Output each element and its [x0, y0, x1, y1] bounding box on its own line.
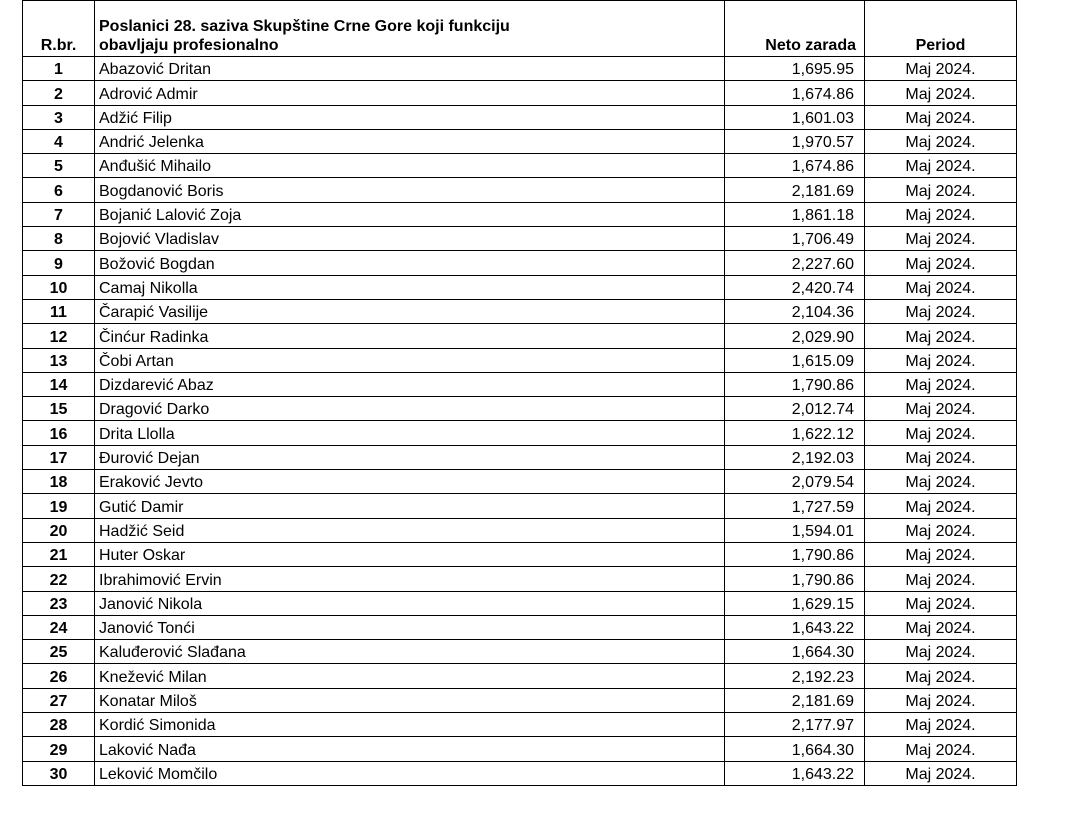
- row-number-cell[interactable]: 24: [23, 615, 95, 639]
- period-cell[interactable]: Maj 2024.: [865, 129, 1017, 153]
- table-body: [23, 57, 1017, 786]
- row-number-cell[interactable]: 26: [23, 664, 95, 688]
- period-cell[interactable]: Maj 2024.: [865, 81, 1017, 105]
- header-net-salary[interactable]: Neto zarada: [725, 1, 865, 57]
- member-name-cell[interactable]: Janović Nikola: [95, 591, 725, 615]
- member-name-cell[interactable]: Bojović Vladislav: [95, 227, 725, 251]
- table-row[interactable]: [23, 105, 1017, 129]
- row-number-cell[interactable]: 10: [23, 275, 95, 299]
- row-number-cell[interactable]: 25: [23, 640, 95, 664]
- period-cell[interactable]: Maj 2024.: [865, 251, 1017, 275]
- table-row[interactable]: [23, 494, 1017, 518]
- member-name-cell[interactable]: Abazović Dritan: [95, 57, 725, 81]
- row-number-cell[interactable]: 3: [23, 105, 95, 129]
- table-row[interactable]: [23, 688, 1017, 712]
- period-cell[interactable]: Maj 2024.: [865, 470, 1017, 494]
- header-row-number[interactable]: R.br.: [23, 1, 95, 57]
- period-cell[interactable]: Maj 2024.: [865, 737, 1017, 761]
- table-row[interactable]: [23, 591, 1017, 615]
- member-name-cell[interactable]: Dizdarević Abaz: [95, 372, 725, 396]
- row-number-cell[interactable]: 21: [23, 542, 95, 566]
- period-cell[interactable]: Maj 2024.: [865, 761, 1017, 785]
- table-row[interactable]: [23, 178, 1017, 202]
- period-cell[interactable]: Maj 2024.: [865, 372, 1017, 396]
- row-number-cell[interactable]: 4: [23, 129, 95, 153]
- net-salary-cell[interactable]: 1,643.22: [725, 761, 865, 785]
- row-number-cell[interactable]: 14: [23, 372, 95, 396]
- row-number-cell[interactable]: 2: [23, 81, 95, 105]
- period-cell[interactable]: Maj 2024.: [865, 227, 1017, 251]
- table-row[interactable]: [23, 445, 1017, 469]
- row-number-cell[interactable]: 28: [23, 713, 95, 737]
- period-cell[interactable]: Maj 2024.: [865, 640, 1017, 664]
- salary-table: [22, 0, 1017, 786]
- table-row[interactable]: [23, 397, 1017, 421]
- row-number-cell[interactable]: 6: [23, 178, 95, 202]
- net-salary-cell[interactable]: 1,790.86: [725, 372, 865, 396]
- member-name-cell[interactable]: Konatar Miloš: [95, 688, 725, 712]
- row-number-cell[interactable]: 7: [23, 202, 95, 226]
- net-salary-cell[interactable]: 2,192.03: [725, 445, 865, 469]
- period-cell[interactable]: Maj 2024.: [865, 494, 1017, 518]
- table-row[interactable]: [23, 640, 1017, 664]
- period-cell[interactable]: Maj 2024.: [865, 57, 1017, 81]
- member-name-cell[interactable]: Adrović Admir: [95, 81, 725, 105]
- net-salary-cell[interactable]: 1,674.86: [725, 81, 865, 105]
- net-salary-cell[interactable]: 1,674.86: [725, 154, 865, 178]
- header-member-name-line2: obavljaju profesionalno: [99, 37, 279, 54]
- net-salary-cell[interactable]: 1,664.30: [725, 640, 865, 664]
- member-name-cell[interactable]: Leković Momčilo: [95, 761, 725, 785]
- table-row[interactable]: [23, 81, 1017, 105]
- member-name-cell[interactable]: Bogdanović Boris: [95, 178, 725, 202]
- salary-table-sheet: [22, 0, 1017, 786]
- table-row[interactable]: [23, 324, 1017, 348]
- net-salary-cell[interactable]: 1,790.86: [725, 542, 865, 566]
- net-salary-cell[interactable]: 1,861.18: [725, 202, 865, 226]
- net-salary-cell[interactable]: 1,790.86: [725, 567, 865, 591]
- period-cell[interactable]: Maj 2024.: [865, 275, 1017, 299]
- period-cell[interactable]: Maj 2024.: [865, 178, 1017, 202]
- period-cell[interactable]: Maj 2024.: [865, 154, 1017, 178]
- row-number-cell[interactable]: 1: [23, 57, 95, 81]
- row-number-cell[interactable]: 23: [23, 591, 95, 615]
- period-cell[interactable]: Maj 2024.: [865, 713, 1017, 737]
- period-cell[interactable]: Maj 2024.: [865, 202, 1017, 226]
- table-row[interactable]: [23, 57, 1017, 81]
- table-header-row: [23, 1, 1017, 57]
- net-salary-cell[interactable]: 1,629.15: [725, 591, 865, 615]
- row-number-cell[interactable]: 27: [23, 688, 95, 712]
- period-cell[interactable]: Maj 2024.: [865, 421, 1017, 445]
- member-name-cell[interactable]: Činćur Radinka: [95, 324, 725, 348]
- table-row[interactable]: [23, 470, 1017, 494]
- net-salary-cell[interactable]: 2,012.74: [725, 397, 865, 421]
- period-cell[interactable]: Maj 2024.: [865, 397, 1017, 421]
- net-salary-cell[interactable]: 2,192.23: [725, 664, 865, 688]
- table-row[interactable]: [23, 761, 1017, 785]
- row-number-cell[interactable]: 30: [23, 761, 95, 785]
- member-name-cell[interactable]: Gutić Damir: [95, 494, 725, 518]
- table-row[interactable]: [23, 348, 1017, 372]
- member-name-cell[interactable]: Adžić Filip: [95, 105, 725, 129]
- member-name-cell[interactable]: Kaluđerović Slađana: [95, 640, 725, 664]
- period-cell[interactable]: Maj 2024.: [865, 445, 1017, 469]
- member-name-cell[interactable]: Bojanić Lalović Zoja: [95, 202, 725, 226]
- net-salary-cell[interactable]: 2,181.69: [725, 688, 865, 712]
- period-cell[interactable]: Maj 2024.: [865, 567, 1017, 591]
- row-number-cell[interactable]: 20: [23, 518, 95, 542]
- member-name-cell[interactable]: Knežević Milan: [95, 664, 725, 688]
- table-row[interactable]: [23, 542, 1017, 566]
- net-salary-cell[interactable]: 1,643.22: [725, 615, 865, 639]
- row-number-cell[interactable]: 16: [23, 421, 95, 445]
- net-salary-cell[interactable]: 2,079.54: [725, 470, 865, 494]
- net-salary-cell[interactable]: 1,695.95: [725, 57, 865, 81]
- period-cell[interactable]: Maj 2024.: [865, 299, 1017, 323]
- table-row[interactable]: [23, 129, 1017, 153]
- row-number-cell[interactable]: 15: [23, 397, 95, 421]
- table-row[interactable]: [23, 567, 1017, 591]
- member-name-cell[interactable]: Eraković Jevto: [95, 470, 725, 494]
- member-name-cell[interactable]: Laković Nađa: [95, 737, 725, 761]
- net-salary-cell[interactable]: 1,706.49: [725, 227, 865, 251]
- net-salary-cell[interactable]: 2,177.97: [725, 713, 865, 737]
- period-cell[interactable]: Maj 2024.: [865, 615, 1017, 639]
- period-cell[interactable]: Maj 2024.: [865, 348, 1017, 372]
- net-salary-cell[interactable]: 2,104.36: [725, 299, 865, 323]
- period-cell[interactable]: Maj 2024.: [865, 105, 1017, 129]
- row-number-cell[interactable]: 19: [23, 494, 95, 518]
- row-number-cell[interactable]: 5: [23, 154, 95, 178]
- row-number-cell[interactable]: 11: [23, 299, 95, 323]
- period-cell[interactable]: Maj 2024.: [865, 324, 1017, 348]
- table-row[interactable]: [23, 664, 1017, 688]
- member-name-cell[interactable]: Drita Llolla: [95, 421, 725, 445]
- header-period[interactable]: Period: [865, 1, 1017, 57]
- period-cell[interactable]: Maj 2024.: [865, 688, 1017, 712]
- member-name-cell[interactable]: Andrić Jelenka: [95, 129, 725, 153]
- net-salary-cell[interactable]: 1,615.09: [725, 348, 865, 372]
- member-name-cell[interactable]: Čobi Artan: [95, 348, 725, 372]
- period-cell[interactable]: Maj 2024.: [865, 518, 1017, 542]
- row-number-cell[interactable]: 8: [23, 227, 95, 251]
- row-number-cell[interactable]: 9: [23, 251, 95, 275]
- table-row[interactable]: [23, 372, 1017, 396]
- header-member-name[interactable]: [95, 1, 725, 57]
- table-row[interactable]: [23, 299, 1017, 323]
- table-row[interactable]: [23, 275, 1017, 299]
- member-name-cell[interactable]: Camaj Nikolla: [95, 275, 725, 299]
- table-row[interactable]: [23, 227, 1017, 251]
- member-name-cell[interactable]: Hadžić Seid: [95, 518, 725, 542]
- member-name-cell[interactable]: Huter Oskar: [95, 542, 725, 566]
- row-number-cell[interactable]: 29: [23, 737, 95, 761]
- header-member-name-line1: Poslanici 28. saziva Skupštine Crne Gore koji funkciju: [99, 18, 510, 35]
- table-row[interactable]: [23, 713, 1017, 737]
- member-name-cell[interactable]: Božović Bogdan: [95, 251, 725, 275]
- net-salary-cell[interactable]: 1,727.59: [725, 494, 865, 518]
- table-row[interactable]: [23, 154, 1017, 178]
- row-number-cell[interactable]: 12: [23, 324, 95, 348]
- period-cell[interactable]: Maj 2024.: [865, 591, 1017, 615]
- net-salary-cell[interactable]: 2,181.69: [725, 178, 865, 202]
- net-salary-cell[interactable]: 1,970.57: [725, 129, 865, 153]
- net-salary-cell[interactable]: 1,622.12: [725, 421, 865, 445]
- member-name-cell[interactable]: Kordić Simonida: [95, 713, 725, 737]
- member-name-cell[interactable]: Đurović Dejan: [95, 445, 725, 469]
- table-row[interactable]: [23, 421, 1017, 445]
- table-row[interactable]: [23, 251, 1017, 275]
- net-salary-cell[interactable]: 2,420.74: [725, 275, 865, 299]
- table-row[interactable]: [23, 615, 1017, 639]
- row-number-cell[interactable]: 17: [23, 445, 95, 469]
- row-number-cell[interactable]: 13: [23, 348, 95, 372]
- member-name-cell[interactable]: Čarapić Vasilije: [95, 299, 725, 323]
- member-name-cell[interactable]: Ibrahimović Ervin: [95, 567, 725, 591]
- table-row[interactable]: [23, 202, 1017, 226]
- row-number-cell[interactable]: 22: [23, 567, 95, 591]
- net-salary-cell[interactable]: 1,601.03: [725, 105, 865, 129]
- row-number-cell[interactable]: 18: [23, 470, 95, 494]
- table-row[interactable]: [23, 737, 1017, 761]
- net-salary-cell[interactable]: 2,227.60: [725, 251, 865, 275]
- net-salary-cell[interactable]: 2,029.90: [725, 324, 865, 348]
- member-name-cell[interactable]: Anđušić Mihailo: [95, 154, 725, 178]
- period-cell[interactable]: Maj 2024.: [865, 664, 1017, 688]
- period-cell[interactable]: Maj 2024.: [865, 542, 1017, 566]
- net-salary-cell[interactable]: 1,664.30: [725, 737, 865, 761]
- table-row[interactable]: [23, 518, 1017, 542]
- member-name-cell[interactable]: Janović Tonći: [95, 615, 725, 639]
- net-salary-cell[interactable]: 1,594.01: [725, 518, 865, 542]
- member-name-cell[interactable]: Dragović Darko: [95, 397, 725, 421]
